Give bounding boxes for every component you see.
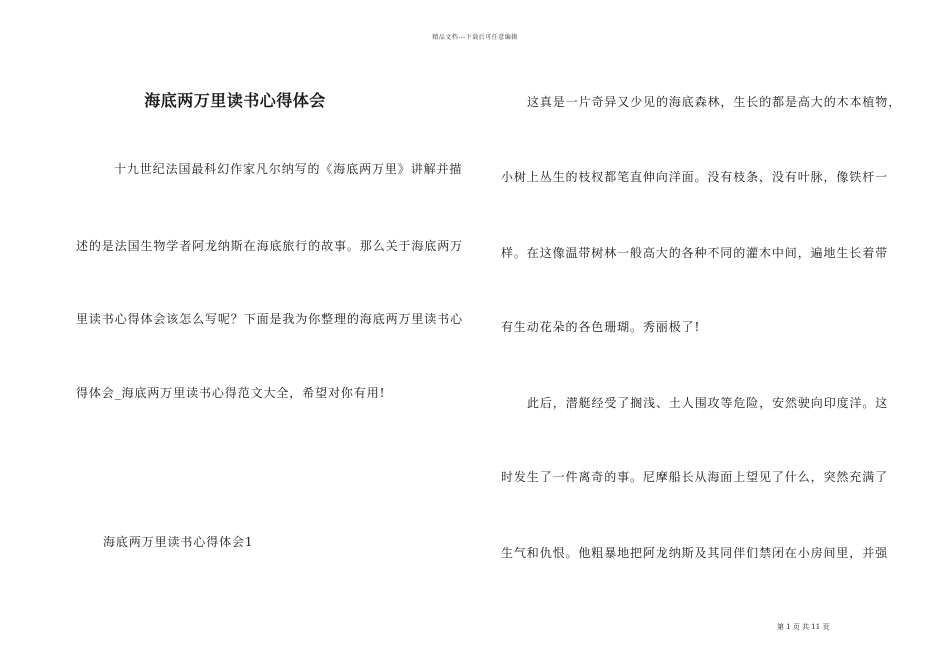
intro-line-4: 得体会_海底两万里读书心得范文大全，希望对你有用!	[76, 386, 386, 400]
intro-line-2: 述的是法国生物学者阿龙纳斯在海底旅行的故事。那么关于海底两万	[76, 239, 464, 253]
right-line-3: 样。在这像温带树林一般高大的各种不同的灌木中间，遍地生长着带	[501, 246, 889, 260]
section-subhead: 海底两万里读书心得体会1	[103, 535, 254, 549]
document-title: 海底两万里读书心得体会	[144, 91, 326, 110]
right-line-5: 此后，潜艇经受了搁浅、土人围攻等危险，安然驶向印度洋。这	[527, 396, 889, 410]
right-line-4: 有生动花朵的各色珊瑚。秀丽极了!	[501, 320, 701, 334]
page-header: 精品文档---下载后可任意编辑	[432, 34, 518, 41]
page-number: 第 1 页 共 11 页	[777, 623, 830, 631]
right-line-2: 小树上丛生的枝杈都笔直伸向洋面。没有枝条，没有叶脉，像铁杆一	[501, 170, 889, 184]
intro-line-3: 里读书心得体会该怎么写呢？下面是我为你整理的海底两万里读书心	[76, 312, 464, 326]
right-line-7: 生气和仇恨。他粗暴地把阿龙纳斯及其同伴们禁闭在小房间里，并强	[501, 546, 889, 560]
right-line-1: 这真是一片奇异又少见的海底森林，生长的都是高大的木本植物，	[527, 95, 902, 109]
right-line-6: 时发生了一件离奇的事。尼摩船长从海面上望见了什么，突然充满了	[501, 470, 889, 484]
intro-line-1: 十九世纪法国最科幻作家凡尔纳写的《海底两万里》讲解并描	[114, 162, 463, 176]
